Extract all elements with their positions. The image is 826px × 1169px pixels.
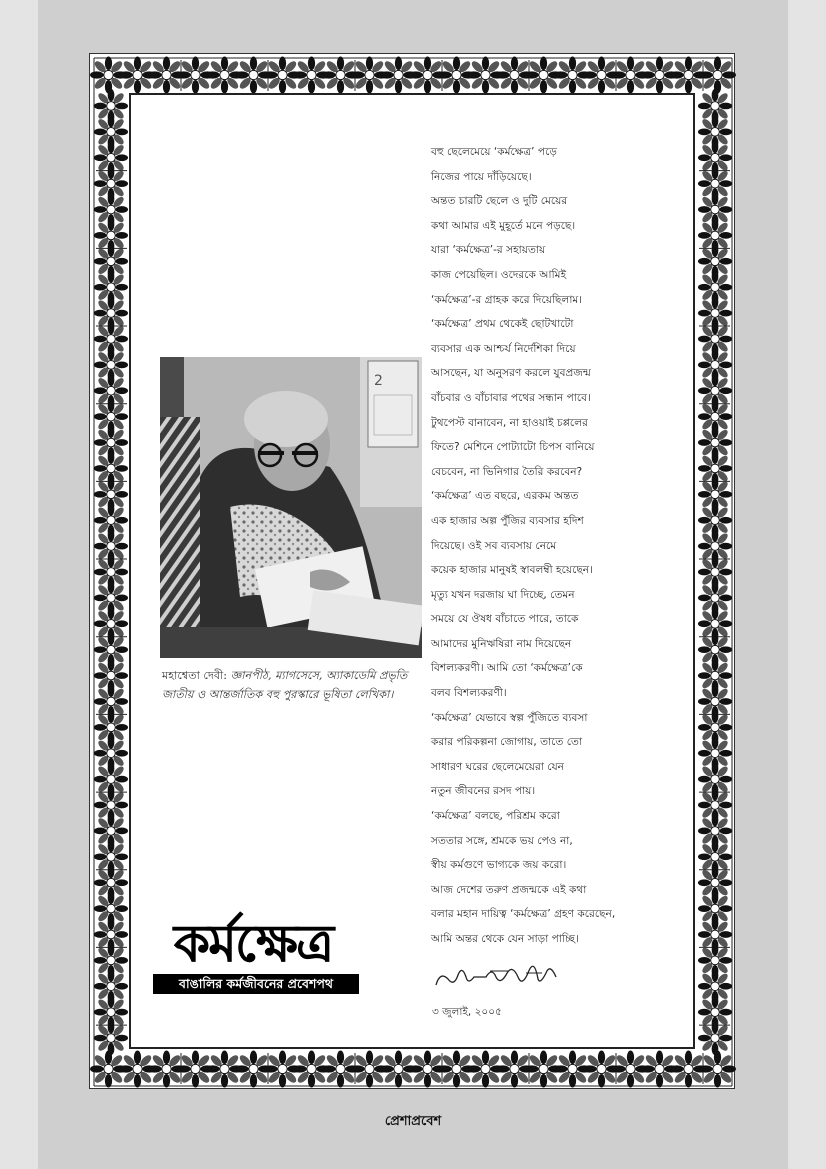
letter-line: ফিতে? মেশিনে পোট্যাটো চিপস বানিয়ে xyxy=(431,441,595,454)
logo-tagline: বাঙালির কর্মজীবনের প্রবেশপথ xyxy=(153,974,359,994)
letter-line: বাঁচবার ও বাঁচাবার পথের সন্ধান পাবে। xyxy=(431,391,591,404)
letter-line: কথা আমার এই মুহূর্তে মনে পড়ছে। xyxy=(431,219,576,232)
letter-body xyxy=(431,140,671,952)
letter-line: ‘কর্মক্ষেত্র’ প্রথম থেকেই ছোটখাটো xyxy=(431,318,574,331)
flower-ornament xyxy=(94,1021,128,1055)
caption-line-1: জ্ঞানপীঠ, ম্যাগসেসে, অ্যাকাডেমি প্রভৃতি xyxy=(230,669,408,682)
letter-line: অন্তত চারটি ছেলে ও দুটি মেয়ের xyxy=(431,195,568,208)
letter-line: নতুন জীবনের রসদ পায়। xyxy=(431,785,536,798)
letter-line: কয়েক হাজার মানুষই স্বাবলম্বী হয়েছেন। xyxy=(431,564,593,577)
letter-line: নিজের পায়ে দাঁড়িয়েছে। xyxy=(431,170,532,183)
letter-line: আমাদের মুনিঋষিরা নাম দিয়েছেন xyxy=(431,637,572,650)
karmakshetra-logo xyxy=(147,913,359,996)
letter-line: আজ দেশের তরুণ প্রজন্মকে এই কথা xyxy=(431,883,587,896)
letter-line: ‘কর্মক্ষেত্র’ বলছে, পরিশ্রম করো xyxy=(431,810,560,823)
letter-line: কাজ পেয়েছিল। ওদেরকে আমিই xyxy=(431,268,567,281)
letter-line: বহু ছেলেমেয়ে ‘কর্মক্ষেত্র’ পড়ে xyxy=(431,146,557,158)
letter-line: সততার সঙ্গে, শ্রমকে ভয় পেও না, xyxy=(431,834,573,847)
letter-line: সাধারণ ঘরের ছেলেমেয়েরা যেন xyxy=(431,760,564,773)
letter-line: ব্যবসার এক আশ্চর্য নির্দেশিকা দিয়ে xyxy=(431,342,576,355)
letter-date: ৩ জুলাই, ২০০৫ xyxy=(432,1006,502,1018)
photo-caption xyxy=(162,666,462,704)
letter-line: আমি অন্তর থেকে যেন সাড়া পাচ্ছি। xyxy=(431,933,579,945)
letter-line: বিশল্যকরণী। আমি তো ‘কর্মক্ষেত্র’কে xyxy=(431,662,583,675)
page-footer: প্রেশাপ্রবেশ xyxy=(384,1114,442,1129)
portrait-photo xyxy=(160,357,422,658)
letter-line: বলব বিশল্যকরণী। xyxy=(431,687,507,700)
caption-name: মহাশ্বেতা দেবী: xyxy=(162,669,231,682)
caption-line-2: জাতীয় ও আন্তর্জাতিক বহু পুরস্কারে ভূষিতা লেখিকা। xyxy=(162,688,394,701)
letter-line: বেচবেন, না ভিনিগার তৈরি করবেন? xyxy=(431,465,583,478)
advertisement-page xyxy=(89,53,735,1089)
letter-line: সময়ে যে ঔষধ বাঁচাতে পারে, তাকে xyxy=(431,613,579,626)
flower-ornament xyxy=(699,1051,736,1088)
letter-line: বলার মহান দায়িত্ব ‘কর্মক্ষেত্র’ গ্রহণ করেছেন, xyxy=(431,908,616,921)
letter-line: ‘কর্মক্ষেত্র’-র গ্রাহক করে দিয়েছিলাম। xyxy=(431,293,583,306)
letter-line: ‘কর্মক্ষেত্র’ এত বছরে, এরকম অন্তত xyxy=(431,490,579,503)
letter-line: করার পরিকল্পনা জোগায়, তাতে তো xyxy=(431,736,583,749)
letter-line: ‘কর্মক্ষেত্র’ যেভাবে স্বল্প পুঁজিতে ব্যবসা xyxy=(431,711,588,724)
letter-line: যারা ‘কর্মক্ষেত্র’-র সহায়তায় xyxy=(431,244,546,257)
letter-line: টুথপেস্ট বানাবেন, না হাওয়াই চপ্পলের xyxy=(431,416,588,429)
flower-ornament xyxy=(698,1021,732,1055)
handwritten-signature xyxy=(430,959,580,995)
letter-line: আসছেন, যা অনুসরণ করলে যুবপ্রজন্ম xyxy=(431,367,591,380)
letter-line: স্বীয় কর্মগুণে ভাগ্যকে জয় করো। xyxy=(431,859,567,872)
letter-line: এক হাজার অল্প পুঁজির ব্যবসার হদিশ xyxy=(431,514,584,527)
flower-ornament xyxy=(699,57,736,94)
svg-text:2: 2 xyxy=(374,373,383,389)
letter-line: মৃত্যু যখন দরজায় ঘা দিচ্ছে, তেমন xyxy=(431,588,575,601)
logo-title: কর্মক্ষেত্র xyxy=(173,913,333,974)
letter-line: দিয়েছে। ওই সব ব্যবসায় নেমে xyxy=(431,539,557,552)
